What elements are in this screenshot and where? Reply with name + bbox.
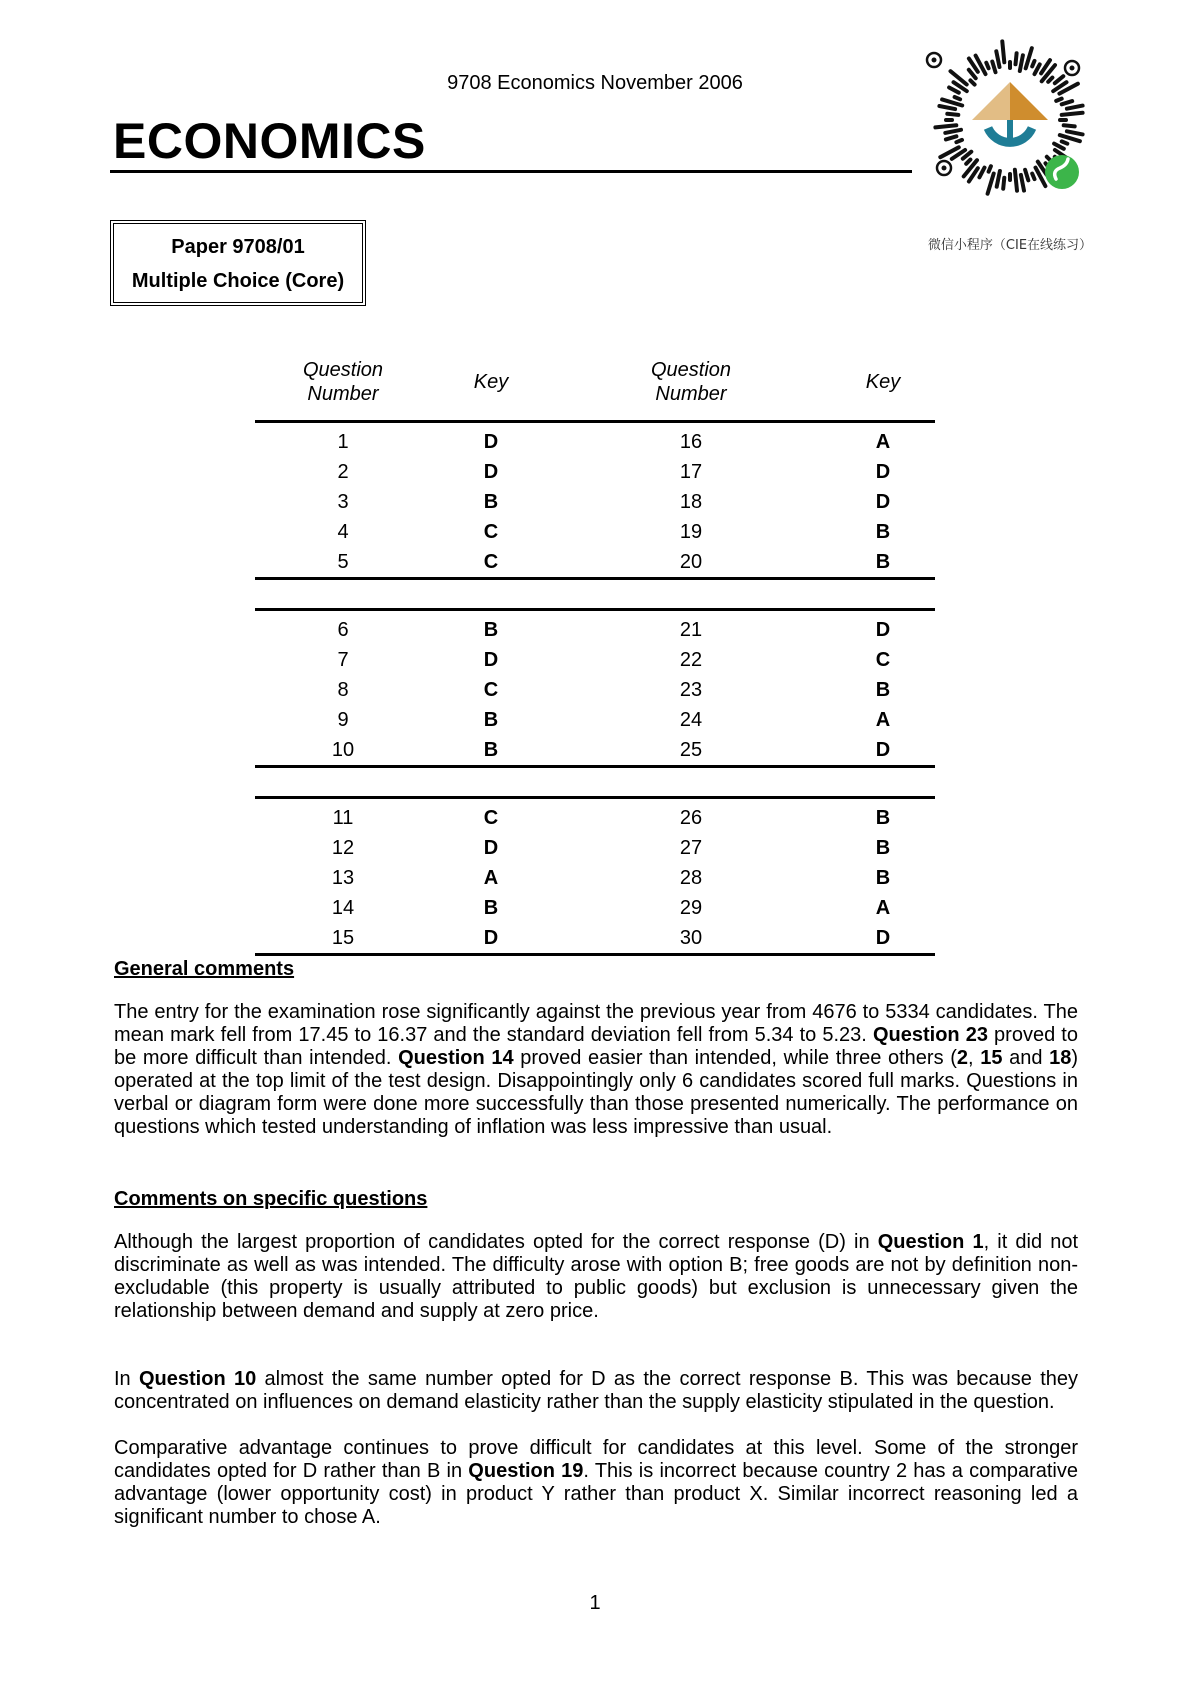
question-number-cell: 15 xyxy=(255,923,431,955)
question-number-cell: 19 xyxy=(679,521,703,543)
question-number-cell: 18 xyxy=(679,491,703,513)
page-title: ECONOMICS xyxy=(113,113,426,169)
question-number-cell: 10 xyxy=(255,735,431,767)
subject-line: 9708 Economics November 2006 xyxy=(447,72,743,94)
key-cell: C xyxy=(483,807,499,829)
key-cell: D xyxy=(483,461,499,483)
key-cell: A xyxy=(483,867,499,889)
question-number-cell: 13 xyxy=(331,867,355,889)
paper-number: Paper 9708/01 xyxy=(171,236,305,258)
key-cell: B xyxy=(483,491,499,513)
key-cell: D xyxy=(831,735,935,767)
question-number-cell: 28 xyxy=(679,867,703,889)
question-number-cell: 2 xyxy=(337,461,349,483)
table-row xyxy=(255,517,935,547)
key-cell: D xyxy=(875,491,891,513)
answer-key-body xyxy=(255,422,935,955)
question-number-cell: 20 xyxy=(551,547,831,579)
key-cell: B xyxy=(483,709,499,731)
question-number-cell: 27 xyxy=(679,837,703,859)
question-number-cell: 12 xyxy=(331,837,355,859)
table-row xyxy=(255,863,935,893)
table-row xyxy=(255,735,935,767)
paper-type: Multiple Choice (Core) xyxy=(131,270,345,292)
general-comments-paragraph: The entry for the examination rose significantly against the previous year from 4676 to 5334 candidates. The mean mark fell from 17.45 to 16.37 and the standard deviation fell from 5.34 to 5.23. Question 23 proved to be more difficult than intended. Question 14 proved easier than intended, while three others (2, 15 and 18) operated at the top limit of the test design. Disappointingly only 6 candidates scored full marks. Questions in verbal or diagram form were done more successfully than those presented numerically. The performance on questions which tested understanding of inflation was less impressive than usual. xyxy=(114,1001,1078,1138)
question-number-cell: 3 xyxy=(337,491,349,513)
question-number-cell: 17 xyxy=(679,461,703,483)
table-header-row xyxy=(255,352,935,422)
general-comments-heading: General comments xyxy=(114,958,295,980)
key-cell: C xyxy=(483,521,499,543)
table-row xyxy=(255,457,935,487)
key-cell: D xyxy=(483,837,499,859)
table-row xyxy=(255,833,935,863)
table-row xyxy=(255,610,935,646)
question-number-cell: 6 xyxy=(337,619,349,641)
key-cell: B xyxy=(831,547,935,579)
key-cell: B xyxy=(875,807,891,829)
question-number-cell: 25 xyxy=(551,735,831,767)
specific-comments-heading: Comments on specific questions xyxy=(114,1188,428,1210)
table-group-separator xyxy=(255,767,935,798)
question-number-cell: 7 xyxy=(337,649,349,671)
question-number-cell: 29 xyxy=(679,897,703,919)
header-question-number-1: Question Number xyxy=(255,352,431,422)
qr-code-graphic xyxy=(920,30,1100,210)
question-number-cell: 8 xyxy=(337,679,349,701)
key-cell: D xyxy=(875,619,891,641)
question-number-cell: 1 xyxy=(337,431,349,453)
question-number-cell: 16 xyxy=(679,431,703,453)
question-number-cell: 21 xyxy=(679,619,703,641)
key-cell: B xyxy=(875,521,891,543)
key-cell: B xyxy=(483,897,499,919)
question-number-cell: 9 xyxy=(337,709,349,731)
key-cell: A xyxy=(875,897,891,919)
table-row xyxy=(255,798,935,834)
question-number-cell: 4 xyxy=(337,521,349,543)
key-cell: D xyxy=(831,923,935,955)
key-cell: B xyxy=(875,867,891,889)
table-row xyxy=(255,675,935,705)
question-number-cell: 5 xyxy=(255,547,431,579)
table-row xyxy=(255,923,935,955)
question-number-cell: 26 xyxy=(679,807,703,829)
specific-comments-paragraph-1: Although the largest proportion of candidates opted for the correct response (D) in Question 1, it did not discriminate as well as was intended. The difficulty arose with option B; free goods are not by definition non-excludable (this property is usually attributed to public goods) but exclusion is unnecessary given the relationship between demand and supply at zero price. xyxy=(114,1231,1079,1322)
specific-comments-paragraph-3: Comparative advantage continues to prove difficult for candidates at this level. Some of the stronger candidates opted for D rather than B in Question 19. This is incorrect because country 2 has a comparative advantage (lower opportunity cost) in product Y rather than product X. Similar incorrect reasoning led a significant number to chose A. xyxy=(114,1437,1078,1528)
table-row xyxy=(255,645,935,675)
qr-caption: 微信小程序（CIE在线练习） xyxy=(927,238,1093,253)
question-number-cell: 22 xyxy=(679,649,703,671)
key-cell: C xyxy=(431,547,551,579)
header-key-1: Key xyxy=(431,352,551,422)
key-cell: C xyxy=(875,649,891,671)
key-cell: B xyxy=(431,735,551,767)
header-question-number-2: Question Number xyxy=(551,352,831,422)
table-row xyxy=(255,422,935,458)
qr-code-icon[interactable] xyxy=(920,30,1100,210)
header-key-2: Key xyxy=(831,352,935,422)
key-cell: B xyxy=(875,679,891,701)
table-row xyxy=(255,547,935,579)
table-row xyxy=(255,487,935,517)
paper-box xyxy=(110,220,366,306)
table-group-separator xyxy=(255,579,935,610)
key-cell: D xyxy=(483,431,499,453)
key-cell: D xyxy=(431,923,551,955)
key-cell: A xyxy=(875,709,891,731)
key-cell: A xyxy=(875,431,891,453)
key-cell: D xyxy=(875,461,891,483)
title-rule xyxy=(110,170,912,173)
question-number-cell: 23 xyxy=(679,679,703,701)
key-cell: C xyxy=(483,679,499,701)
answer-key-table xyxy=(255,352,935,956)
question-number-cell: 11 xyxy=(332,807,354,829)
question-number-cell: 24 xyxy=(679,709,703,731)
table-row xyxy=(255,893,935,923)
page-number: 1 xyxy=(589,1592,601,1614)
key-cell: B xyxy=(483,619,499,641)
table-row xyxy=(255,705,935,735)
question-number-cell: 30 xyxy=(551,923,831,955)
key-cell: D xyxy=(483,649,499,671)
specific-comments-paragraph-2: In Question 10 almost the same number opted for D as the correct response B. This was because they concentrated on influences on demand elasticity rather than the supply elasticity stipulated in the question. xyxy=(114,1368,1078,1413)
question-number-cell: 14 xyxy=(331,897,355,919)
key-cell: B xyxy=(875,837,891,859)
